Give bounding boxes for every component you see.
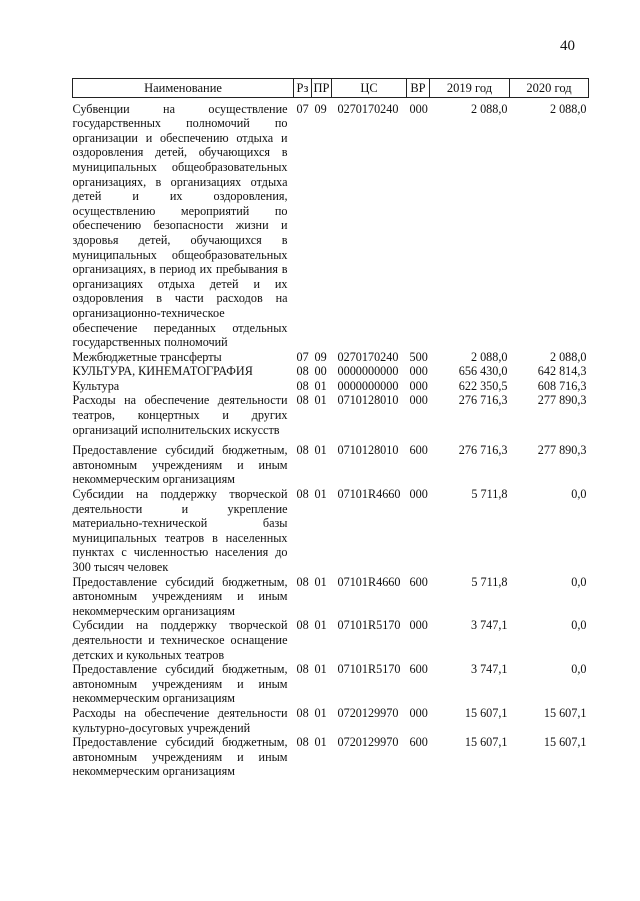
row-vr: 000 [409,618,428,633]
row-2019: 3 747,1 [470,662,508,677]
row-name: КУЛЬТУРА, КИНЕМАТОГРАФИЯ [72,364,253,379]
row-pr: 01 [314,378,327,393]
row-pr: 09 [314,349,327,364]
row-name: Предоставление субсидий бюджетным, автономным учреждениям и иным некоммерческим организациям [72,443,288,487]
row-vr: 000 [409,487,428,502]
row-name: Предоставление субсидий бюджетным, автономным учреждениям и иным некоммерческим организациям [72,735,288,779]
row-pr: 00 [314,364,327,379]
row-pr: 01 [314,735,327,750]
row-rz: 08 [296,662,309,677]
table-row [73,97,589,350]
row-2019: 622 350,5 [458,378,508,393]
row-2020: 15 607,1 [543,735,587,750]
table-body [73,97,589,779]
row-2019: 15 607,1 [464,735,508,750]
row-rz: 08 [296,618,309,633]
column-header-cs: ЦС [332,79,407,98]
row-cs: 0710128010 [337,393,399,408]
row-rz: 08 [296,443,309,458]
row-cs: 0710128010 [337,443,399,458]
row-vr: 600 [409,443,428,458]
row-2019: 5 711,8 [471,487,508,502]
row-name: Межбюджетные трансферты [72,349,222,364]
row-vr: 500 [409,349,428,364]
table-row [73,379,589,394]
row-pr: 09 [314,101,327,116]
row-2020: 0,0 [571,662,587,677]
row-cs: 07101R4660 [337,487,401,502]
table-row [73,364,589,379]
table-row [73,662,589,706]
row-name: Субсидии на поддержку творческой деятельности и техническое оснащение детских и кукольных театров [72,618,288,662]
row-vr: 600 [409,662,428,677]
row-rz: 07 [296,349,309,364]
row-cs: 0720129970 [337,735,399,750]
row-rz: 08 [296,393,309,408]
row-vr: 000 [409,101,428,116]
row-2019: 2 088,0 [470,101,508,116]
table-row [73,487,589,575]
table-row [73,575,589,619]
row-vr: 000 [409,705,428,720]
column-header-pr: ПР [312,79,332,98]
row-vr: 000 [409,393,428,408]
row-2019: 15 607,1 [464,705,508,720]
row-2020: 0,0 [571,574,587,589]
row-cs: 07101R5170 [337,662,401,677]
row-name: Субсидии на поддержку творческой деятельности и укрепление материально-технической базы муниципальных театров в населенных пунктах с численностью населения до 300 тысяч человек [72,487,288,574]
row-rz: 08 [296,487,309,502]
row-name: Предоставление субсидий бюджетным, автономным учреждениям и иным некоммерческим организациям [72,662,288,706]
column-header-name: Наименование [73,79,294,98]
row-2020: 277 890,3 [537,443,587,458]
row-pr: 01 [314,705,327,720]
table-row [73,735,589,779]
row-2020: 0,0 [571,618,587,633]
row-2019: 3 747,1 [470,618,508,633]
row-2019: 656 430,0 [458,364,508,379]
row-pr: 01 [314,443,327,458]
row-2020: 2 088,0 [549,349,587,364]
row-pr: 01 [314,618,327,633]
row-pr: 01 [314,393,327,408]
row-rz: 08 [296,574,309,589]
row-cs: 0270170240 [337,101,399,116]
table-row [73,706,589,735]
row-cs: 0270170240 [337,349,399,364]
row-vr: 600 [409,735,428,750]
row-2020: 2 088,0 [549,101,587,116]
table-row [73,618,589,662]
row-2019: 276 716,3 [458,393,508,408]
row-2019: 5 711,8 [471,574,508,589]
row-2020: 608 716,3 [537,378,587,393]
row-2020: 642 814,3 [537,364,587,379]
row-cs: 0000000000 [337,364,399,379]
column-header-2019: 2019 год [430,79,510,98]
row-2019: 2 088,0 [470,349,508,364]
row-cs: 07101R4660 [337,574,401,589]
row-pr: 01 [314,574,327,589]
row-vr: 000 [409,378,428,393]
row-rz: 08 [296,378,309,393]
row-pr: 01 [314,487,327,502]
row-vr: 000 [409,364,428,379]
row-name: Субвенции на осуществление государственных полномочий по организации и обеспечению отдыха и оздоровления детей, обучающихся в муниципальных общеобразовательных организациях, в организациях отдыха детей и их оздоровления, осуществлению мероприятий по обеспечению безопасности жизни и здоровья детей, обучающихся в муниципальных общеобразовательных организациях, в период их пребывания в организациях отдыха детей и их оздоровления в части расходов на организационно-техническое обеспечение переданных отдельных государственных полномочий [72,101,288,350]
row-cs: 0720129970 [337,705,399,720]
column-header-rz: Рз [294,79,312,98]
row-rz: 08 [296,705,309,720]
row-rz: 07 [296,101,309,116]
row-2019: 276 716,3 [458,443,508,458]
row-2020: 277 890,3 [537,393,587,408]
row-name: Предоставление субсидий бюджетным, автономным учреждениям и иным некоммерческим организациям [72,574,288,618]
row-name: Расходы на обеспечение деятельности театров, концертных и других организаций исполнительских искусств [72,393,288,437]
row-rz: 08 [296,364,309,379]
column-header-2020: 2020 год [510,79,589,98]
row-2020: 0,0 [571,487,587,502]
row-name: Расходы на обеспечение деятельности культурно-досуговых учреждений [72,705,288,735]
row-pr: 01 [314,662,327,677]
table-row [73,350,589,365]
row-2020: 15 607,1 [543,705,587,720]
row-name: Культура [72,378,120,393]
column-header-vr: ВР [407,79,430,98]
table-row [73,393,589,437]
table-header [73,79,589,98]
row-rz: 08 [296,735,309,750]
row-vr: 600 [409,574,428,589]
row-cs: 0000000000 [337,378,399,393]
page-number: 40 [560,38,575,54]
table-row [73,437,589,487]
row-cs: 07101R5170 [337,618,401,633]
budget-table [72,78,589,779]
